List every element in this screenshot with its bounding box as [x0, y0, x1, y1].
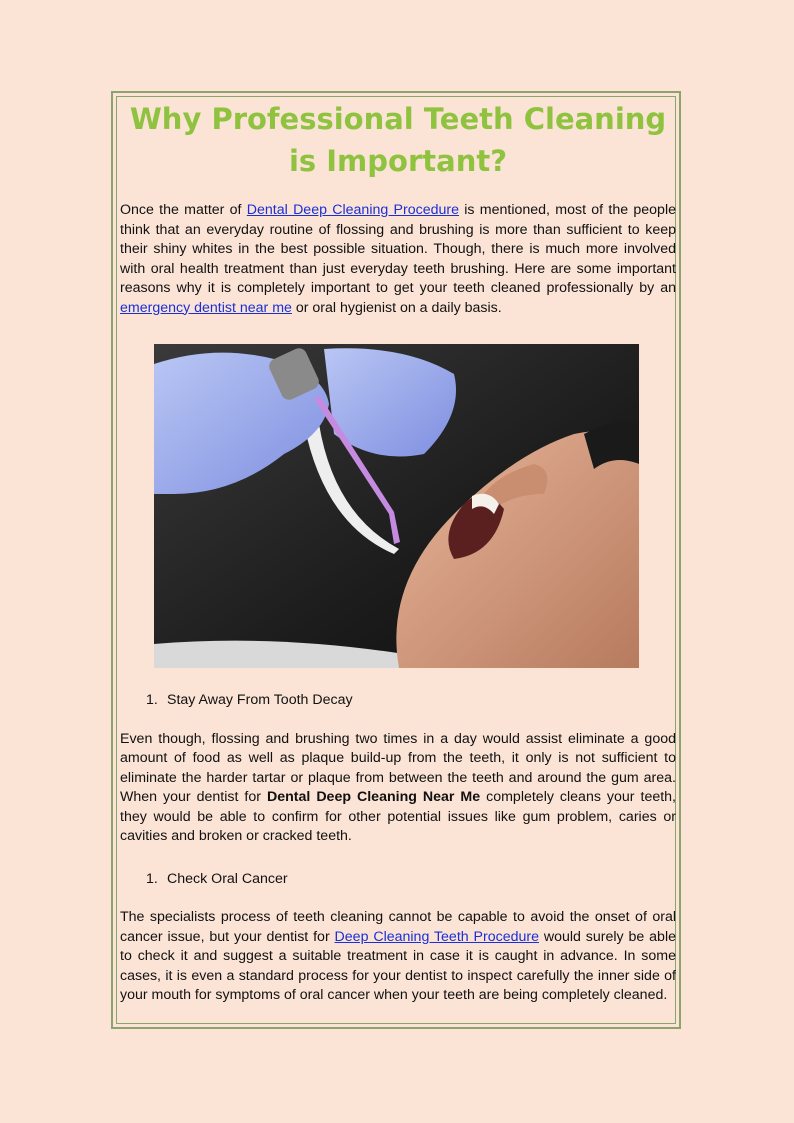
section2-text-1: The specialists process of teeth cleaning cannot be capable to avoid the onset of oral cancer issue, but your dentist for: [120, 909, 676, 945]
dental-cleaning-photo: [154, 344, 639, 668]
section2-heading: [146, 870, 676, 890]
section1-number: 1.: [146, 692, 158, 708]
intro-text-3: or oral hygienist on a daily basis.: [291, 299, 502, 316]
section2-text-2: would surely be able to check it and suggest a suitable treatment in case it is caught in advance. In some cases, it is even a standard process for your dentist to inspect carefully the inner side of your mouth for symptoms of oral cancer when your teeth are being completely cleaned.: [120, 928, 676, 1003]
section1-text-2: completely cleans your teeth, they would be able to confirm for other potential issues like gum problem, caries or cavities and broken or cracked teeth.: [120, 789, 676, 844]
article-title: Why Professional Teeth Cleaning is Important?: [129, 102, 667, 178]
section2-heading-text: Check Oral Cancer: [167, 870, 288, 887]
section1-bold-keyword: Dental Deep Cleaning Near Me: [266, 789, 481, 805]
article: [120, 96, 676, 1006]
emergency-dentist-link[interactable]: emergency dentist near me: [120, 299, 292, 316]
section2-number: 1.: [146, 870, 158, 887]
intro-paragraph: [120, 201, 676, 318]
section1-heading-text: Stay Away From Tooth Decay: [167, 692, 353, 708]
intro-text-1: Once the matter of: [120, 202, 247, 218]
dental-deep-cleaning-procedure-link[interactable]: Dental Deep Cleaning Procedure: [246, 202, 459, 218]
deep-cleaning-teeth-procedure-link[interactable]: Deep Cleaning Teeth Procedure: [334, 928, 539, 945]
section1-text-1: Even though, flossing and brushing two times in a day would assist eliminate a good amount of food as well as plaque build-up from the teeth, it only is not sufficient to eliminate the harder tartar or plaque from between the teeth and around the gum area. When your dentist for: [120, 730, 676, 805]
section2-paragraph: [120, 908, 676, 1006]
section1-heading: [146, 691, 676, 711]
intro-text-2: is mentioned, most of the people think that an everyday routine of flossing and brushing is more than sufficient to keep their shiny whites in the best possible situation. Though, there is much more involved with oral health treatment than just everyday teeth brushing. Here are some important reasons why it is completely important to get your teeth cleaned professionally by an: [120, 202, 676, 296]
section1-paragraph: [120, 730, 676, 847]
